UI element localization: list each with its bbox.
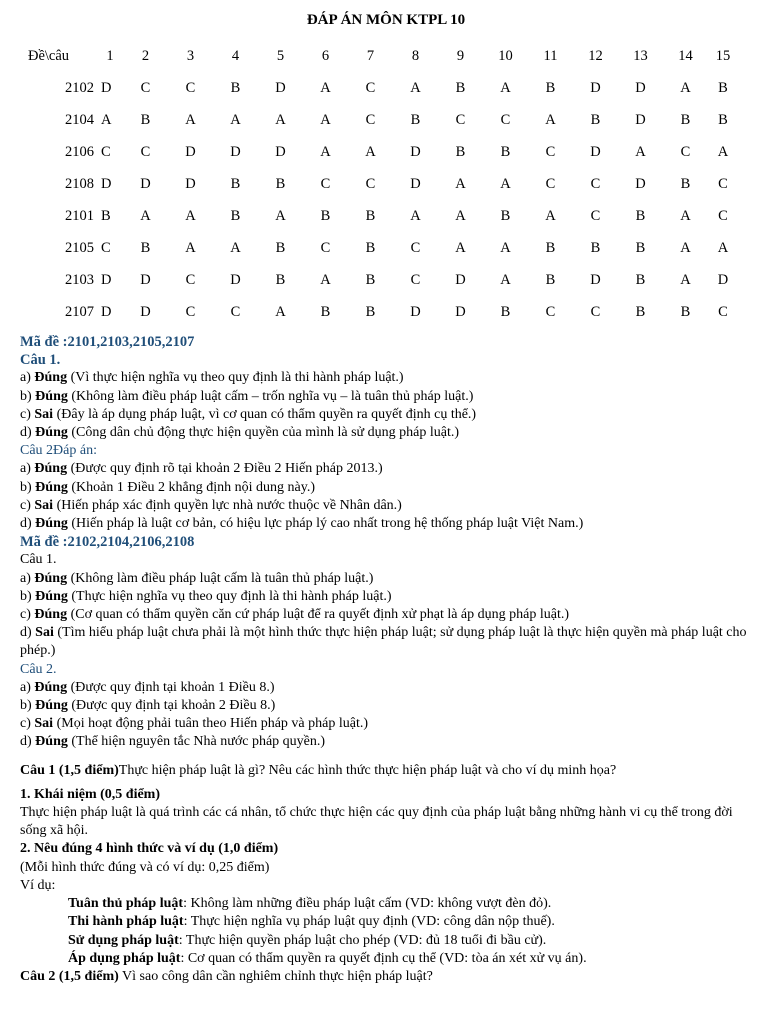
answer-cell: B bbox=[545, 79, 556, 96]
answer-item bbox=[20, 406, 760, 424]
answer-cell: B bbox=[230, 175, 241, 192]
column-header: 13 bbox=[633, 47, 648, 64]
answer-cell: A bbox=[101, 111, 112, 128]
item-prefix: d) bbox=[20, 516, 36, 532]
exam-code-cell: 2102 bbox=[65, 79, 94, 96]
column-header: 3 bbox=[186, 47, 195, 64]
verdict: Đúng bbox=[34, 461, 68, 477]
answer-cell: D bbox=[101, 271, 112, 288]
answer-cell: A bbox=[680, 271, 691, 288]
table-row bbox=[22, 232, 738, 264]
answer-cell: A bbox=[410, 207, 421, 224]
answer-cell: A bbox=[545, 111, 556, 128]
answer-cell: C bbox=[590, 207, 601, 224]
spacer bbox=[20, 752, 760, 762]
answer-item bbox=[20, 697, 760, 715]
explanation: (Khoản 1 Điều 2 khẳng định nội dung này.) bbox=[67, 479, 316, 495]
answer-item bbox=[20, 679, 760, 697]
answer-cell: C bbox=[590, 303, 601, 320]
answer-cell: C bbox=[410, 271, 421, 288]
answer-cell: A bbox=[185, 239, 196, 256]
item-prefix: a) bbox=[20, 679, 35, 695]
answer-cell: B bbox=[718, 111, 728, 128]
answer-cell: D bbox=[590, 79, 601, 96]
explanation: (Mọi hoạt động phải tuân theo Hiến pháp và pháp luật.) bbox=[53, 716, 369, 732]
essay-part-heading: 1. Khái niệm (0,5 điểm) bbox=[20, 786, 160, 802]
answer-cell: D bbox=[635, 111, 646, 128]
column-header: 8 bbox=[411, 47, 420, 64]
essay-part-text: Thực hiện pháp luật là quá trình các cá nhân, tổ chức thực hiện các quy định của pháp luật bằng những hành vi cụ thể trong đời sống xã hội. bbox=[20, 805, 733, 839]
answer-table-header bbox=[22, 40, 738, 72]
answer-cell: A bbox=[680, 239, 691, 256]
form-name: Áp dụng pháp luật bbox=[68, 950, 181, 966]
item-prefix: c) bbox=[20, 406, 35, 422]
answer-cell: C bbox=[680, 143, 691, 160]
item-prefix: a) bbox=[20, 570, 35, 586]
section-heading: Mã đề :2102,2104,2106,2108 bbox=[20, 534, 195, 551]
exam-code-cell: 2106 bbox=[65, 143, 94, 160]
item-prefix: d) bbox=[20, 625, 36, 641]
answer-cell: B bbox=[545, 271, 556, 288]
answer-item bbox=[20, 479, 760, 497]
answer-cell: B bbox=[680, 303, 691, 320]
essay-part-note: (Mỗi hình thức đúng và có ví dụ: 0,25 điểm) bbox=[20, 859, 270, 875]
column-header: 10 bbox=[498, 47, 513, 64]
answer-cell: A bbox=[500, 239, 511, 256]
answer-item bbox=[20, 588, 760, 606]
item-prefix: c) bbox=[20, 497, 35, 513]
question-label: Câu 2. bbox=[20, 661, 57, 677]
explanation: (Không làm điều pháp luật cấm – trốn nghĩa vụ – là tuân thủ pháp luật.) bbox=[67, 388, 474, 404]
answer-cell: A bbox=[680, 79, 691, 96]
answer-list bbox=[20, 369, 760, 442]
form-description: : Không làm những điều pháp luật cấm (VD: không vượt đèn đỏ). bbox=[183, 896, 552, 912]
answer-item bbox=[20, 515, 760, 533]
explanation: (Cơ quan có thẩm quyền căn cứ pháp luật để ra quyết định xử phạt là áp dụng pháp luật.) bbox=[67, 607, 570, 623]
answer-cell: B bbox=[320, 303, 331, 320]
verdict: Đúng bbox=[35, 388, 68, 404]
form-description: : Cơ quan có thẩm quyền ra quyết định cụ thể (VD: tòa án xét xử vụ án). bbox=[180, 950, 587, 966]
answer-cell: D bbox=[230, 271, 241, 288]
answer-item bbox=[20, 460, 760, 478]
verdict: Đúng bbox=[35, 734, 68, 750]
question-label: Câu 2Đáp án: bbox=[20, 443, 97, 459]
form-description: : Thực hiện nghĩa vụ pháp luật quy định (VD: công dân nộp thuế). bbox=[183, 914, 555, 930]
answer-cell: A bbox=[500, 79, 511, 96]
exam-code-cell: 2104 bbox=[65, 111, 94, 128]
answer-cell: D bbox=[635, 175, 646, 192]
exam-code-cell: 2107 bbox=[65, 303, 94, 320]
answer-cell: D bbox=[410, 175, 421, 192]
answer-cell: C bbox=[500, 111, 511, 128]
explanation: (Tìm hiểu pháp luật chưa phải là một hình thức thực hiện pháp luật; sử dụng pháp luật là thực hiện quyền mà pháp luật cho phép.) bbox=[20, 625, 747, 659]
answer-cell: D bbox=[275, 79, 286, 96]
item-prefix: a) bbox=[20, 461, 35, 477]
example-label: Ví dụ: bbox=[20, 877, 56, 893]
answer-item bbox=[20, 424, 760, 442]
answer-cell: B bbox=[275, 175, 286, 192]
table-row bbox=[22, 296, 738, 328]
verdict: Đúng bbox=[34, 370, 68, 386]
item-prefix: b) bbox=[20, 588, 36, 604]
answer-cell: D bbox=[455, 271, 466, 288]
answer-cell: C bbox=[455, 111, 466, 128]
answer-cell: A bbox=[275, 111, 286, 128]
answer-cell: A bbox=[455, 207, 466, 224]
answer-cell: A bbox=[320, 79, 331, 96]
answer-cell: C bbox=[101, 239, 111, 256]
answer-cell: B bbox=[230, 207, 241, 224]
answer-cell: B bbox=[545, 239, 556, 256]
essay-question-1 bbox=[20, 762, 760, 780]
answer-cell: B bbox=[718, 79, 728, 96]
answer-cell: C bbox=[230, 303, 241, 320]
answer-cell: D bbox=[635, 79, 646, 96]
answer-cell: B bbox=[365, 271, 376, 288]
answer-cell: C bbox=[320, 175, 331, 192]
answer-cell: D bbox=[140, 271, 151, 288]
answer-list bbox=[20, 570, 760, 661]
answer-cell: C bbox=[545, 143, 556, 160]
column-header: 7 bbox=[366, 47, 375, 64]
answer-cell: B bbox=[140, 239, 151, 256]
explanation: (Thực hiện nghĩa vụ theo quy định là thi hành pháp luật.) bbox=[67, 588, 392, 604]
answer-cell: B bbox=[320, 207, 331, 224]
form-item bbox=[20, 932, 760, 950]
answer-cell: D bbox=[410, 303, 421, 320]
answer-cell: D bbox=[101, 303, 112, 320]
verdict: Sai bbox=[35, 625, 54, 641]
item-prefix: b) bbox=[20, 698, 36, 714]
answer-cell: A bbox=[275, 207, 286, 224]
item-prefix: b) bbox=[20, 479, 36, 495]
exam-code-cell: 2103 bbox=[65, 271, 94, 288]
answer-cell: A bbox=[455, 239, 466, 256]
answer-cell: A bbox=[230, 111, 241, 128]
answer-cell: C bbox=[545, 303, 556, 320]
item-prefix: b) bbox=[20, 388, 36, 404]
answer-cell: B bbox=[635, 271, 646, 288]
exam-code-cell: 2108 bbox=[65, 175, 94, 192]
answer-cell: C bbox=[590, 175, 601, 192]
explanation: (Hiến pháp là luật cơ bản, có hiệu lực pháp lý cao nhất trong hệ thống pháp luật Việt Nam.) bbox=[67, 516, 584, 532]
answer-cell: A bbox=[275, 303, 286, 320]
answer-cell: C bbox=[718, 207, 728, 224]
answer-cell: A bbox=[185, 207, 196, 224]
essay-question-label: Câu 1 (1,5 điểm) bbox=[20, 762, 119, 778]
answer-cell: B bbox=[410, 111, 421, 128]
verdict: Sai bbox=[34, 716, 54, 732]
answer-cell: B bbox=[275, 239, 286, 256]
answer-cell: B bbox=[230, 79, 241, 96]
form-description: : Thực hiện quyền pháp luật cho phép (VD: đủ 18 tuổi đi bầu cử). bbox=[178, 932, 547, 948]
answer-item bbox=[20, 369, 760, 387]
answer-cell: A bbox=[230, 239, 241, 256]
answer-cell: D bbox=[185, 143, 196, 160]
answer-cell: C bbox=[545, 175, 556, 192]
essay-question-text: Thực hiện pháp luật là gì? Nêu các hình thức thực hiện pháp luật và cho ví dụ minh họa? bbox=[118, 762, 617, 778]
question-label: Câu 1. bbox=[20, 552, 57, 568]
answer-cell: C bbox=[718, 175, 728, 192]
essay-question-2 bbox=[20, 968, 760, 986]
answer-cell: B bbox=[590, 111, 601, 128]
answer-cell: C bbox=[320, 239, 331, 256]
form-name: Tuân thủ pháp luật bbox=[68, 896, 184, 912]
essay-question-label: Câu 2 (1,5 điểm) bbox=[20, 968, 119, 984]
explanation: (Vì thực hiện nghĩa vụ theo quy định là thi hành pháp luật.) bbox=[67, 370, 404, 386]
column-header: 1 bbox=[106, 47, 114, 64]
answer-cell: B bbox=[500, 143, 511, 160]
form-name: Thi hành pháp luật bbox=[68, 914, 184, 930]
table-corner-label: Đề\câu bbox=[28, 47, 70, 64]
answer-cell: B bbox=[101, 207, 111, 224]
question-label: Câu 1. bbox=[20, 352, 61, 369]
answer-cell: D bbox=[101, 175, 112, 192]
answer-cell: A bbox=[320, 143, 331, 160]
essay-question-text: Vì sao công dân cần nghiêm chỉnh thực hiện pháp luật? bbox=[118, 968, 433, 984]
answer-cell: D bbox=[140, 303, 151, 320]
answer-cell: A bbox=[500, 271, 511, 288]
answer-item bbox=[20, 388, 760, 406]
column-header: 6 bbox=[321, 47, 330, 64]
section-heading: Mã đề :2101,2103,2105,2107 bbox=[20, 334, 195, 350]
answer-cell: C bbox=[718, 303, 728, 320]
form-name: Sử dụng pháp luật bbox=[68, 932, 179, 948]
column-header: 4 bbox=[231, 47, 240, 64]
explanation: (Hiến pháp xác định quyền lực nhà nước thuộc về Nhân dân.) bbox=[53, 497, 402, 513]
answer-table-body bbox=[22, 72, 738, 328]
item-prefix: c) bbox=[20, 716, 35, 732]
answer-item bbox=[20, 570, 760, 588]
answer-item bbox=[20, 733, 760, 751]
table-row bbox=[22, 200, 738, 232]
column-header: 12 bbox=[588, 47, 603, 64]
answer-cell: A bbox=[717, 239, 729, 256]
item-prefix: d) bbox=[20, 734, 36, 750]
answer-cell: D bbox=[230, 143, 241, 160]
column-header: 2 bbox=[141, 47, 150, 64]
answer-cell: A bbox=[320, 111, 331, 128]
answer-cell: A bbox=[410, 79, 421, 96]
answer-cell: C bbox=[140, 79, 151, 96]
table-row bbox=[22, 168, 738, 200]
item-prefix: d) bbox=[20, 425, 36, 441]
answer-cell: B bbox=[365, 303, 376, 320]
explanation: (Được quy định rõ tại khoản 2 Điều 2 Hiến pháp 2013.) bbox=[67, 461, 383, 477]
answer-item bbox=[20, 497, 760, 515]
answer-list bbox=[20, 460, 760, 533]
explanation: (Được quy định tại khoản 2 Điều 8.) bbox=[67, 698, 276, 714]
answer-cell: A bbox=[140, 207, 151, 224]
answer-cell: A bbox=[680, 207, 691, 224]
verdict: Đúng bbox=[34, 607, 68, 623]
answer-cell: A bbox=[185, 111, 196, 128]
explanation: (Được quy định tại khoản 1 Điều 8.) bbox=[67, 679, 275, 695]
page-title: ĐÁP ÁN MÔN KTPL 10 bbox=[306, 12, 466, 28]
answer-cell: A bbox=[365, 143, 376, 160]
form-item bbox=[20, 895, 760, 913]
answer-cell: C bbox=[365, 79, 376, 96]
answer-body bbox=[20, 333, 760, 986]
answer-cell: D bbox=[455, 303, 466, 320]
explanation: (Thể hiện nguyên tắc Nhà nước pháp quyền.) bbox=[67, 734, 326, 750]
explanation: (Đây là áp dụng pháp luật, vì cơ quan có thẩm quyền ra quyết định cụ thể.) bbox=[53, 406, 477, 422]
answer-cell: C bbox=[365, 111, 376, 128]
answer-cell: A bbox=[455, 175, 466, 192]
table-row bbox=[22, 104, 738, 136]
answer-cell: C bbox=[101, 143, 111, 160]
form-item bbox=[20, 913, 760, 931]
answer-cell: A bbox=[500, 175, 511, 192]
answer-cell: D bbox=[275, 143, 286, 160]
answer-item bbox=[20, 624, 760, 660]
item-prefix: a) bbox=[20, 370, 35, 386]
answer-cell: B bbox=[500, 303, 511, 320]
table-row bbox=[22, 136, 738, 168]
answer-item bbox=[20, 715, 760, 733]
answer-cell: B bbox=[365, 207, 376, 224]
column-header: 5 bbox=[276, 47, 285, 64]
answer-cell: A bbox=[635, 143, 646, 160]
answer-cell: B bbox=[140, 111, 151, 128]
answer-cell: C bbox=[140, 143, 151, 160]
column-header: 14 bbox=[678, 47, 693, 64]
answer-cell: A bbox=[320, 271, 331, 288]
table-row bbox=[22, 72, 738, 104]
verdict: Đúng bbox=[35, 588, 68, 604]
form-item bbox=[20, 950, 760, 968]
answer-cell: D bbox=[717, 271, 729, 288]
answer-cell: B bbox=[680, 111, 691, 128]
answer-cell: A bbox=[717, 143, 729, 160]
verdict: Sai bbox=[34, 497, 54, 513]
verdict: Đúng bbox=[34, 679, 68, 695]
answer-cell: B bbox=[455, 79, 466, 96]
answer-cell: C bbox=[410, 239, 421, 256]
answer-item bbox=[20, 606, 760, 624]
answer-cell: B bbox=[635, 303, 646, 320]
forms-list bbox=[20, 895, 760, 968]
answer-cell: B bbox=[455, 143, 466, 160]
column-header: 9 bbox=[456, 47, 465, 64]
explanation: (Không làm điều pháp luật cấm là tuân thủ pháp luật.) bbox=[67, 570, 374, 586]
answer-cell: D bbox=[101, 79, 112, 96]
verdict: Đúng bbox=[34, 570, 68, 586]
answer-cell: B bbox=[275, 271, 286, 288]
exam-code-cell: 2101 bbox=[65, 207, 94, 224]
verdict: Đúng bbox=[35, 479, 68, 495]
answer-cell: D bbox=[590, 271, 601, 288]
answer-cell: B bbox=[680, 175, 691, 192]
column-header: 11 bbox=[543, 47, 558, 64]
answer-cell: A bbox=[545, 207, 556, 224]
answer-cell: B bbox=[500, 207, 511, 224]
answer-cell: D bbox=[185, 175, 196, 192]
explanation: (Công dân chủ động thực hiện quyền của mình là sử dụng pháp luật.) bbox=[67, 425, 460, 441]
verdict: Đúng bbox=[35, 425, 68, 441]
verdict: Sai bbox=[34, 406, 54, 422]
answer-list bbox=[20, 679, 760, 752]
answer-cell: B bbox=[635, 207, 646, 224]
item-prefix: c) bbox=[20, 607, 35, 623]
answer-cell: D bbox=[590, 143, 601, 160]
answer-cell: D bbox=[410, 143, 421, 160]
table-row bbox=[22, 264, 738, 296]
answer-cell: C bbox=[185, 271, 196, 288]
verdict: Đúng bbox=[35, 516, 68, 532]
answer-cell: B bbox=[590, 239, 601, 256]
exam-code-cell: 2105 bbox=[65, 239, 94, 256]
answer-cell: C bbox=[185, 303, 196, 320]
column-header: 15 bbox=[715, 47, 731, 64]
essay-part-heading: 2. Nêu đúng 4 hình thức và ví dụ (1,0 điểm) bbox=[20, 841, 279, 857]
answer-cell: C bbox=[185, 79, 196, 96]
answer-cell: B bbox=[365, 239, 376, 256]
answer-cell: B bbox=[635, 239, 646, 256]
answer-table bbox=[22, 40, 738, 328]
answer-cell: C bbox=[365, 175, 376, 192]
verdict: Đúng bbox=[35, 698, 68, 714]
answer-cell: D bbox=[140, 175, 151, 192]
